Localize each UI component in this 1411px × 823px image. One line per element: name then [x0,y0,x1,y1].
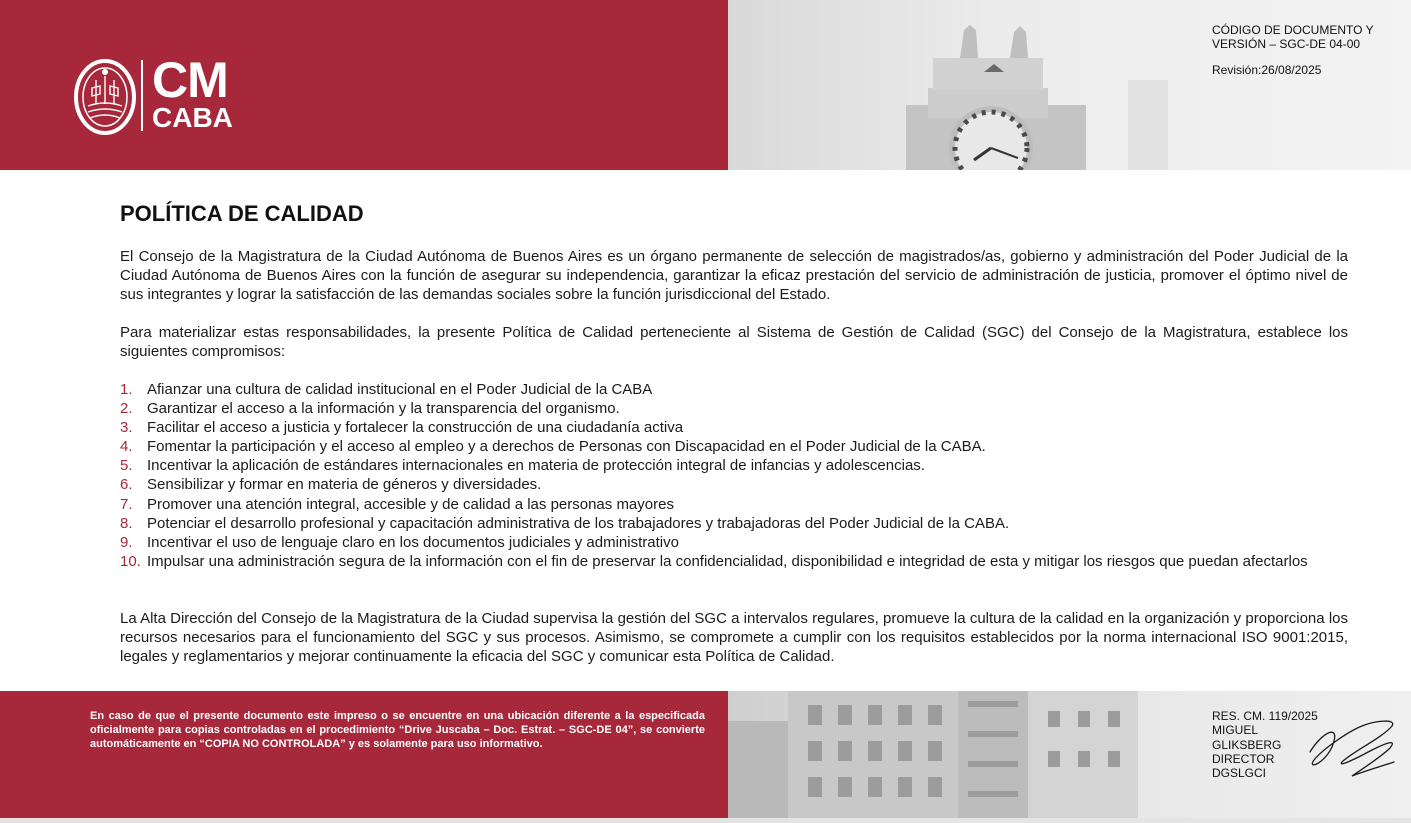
list-item [120,475,1348,494]
logo-divider [141,60,143,131]
list-item-number: 9. [120,533,133,551]
signatory-first-name: MIGUEL [1212,723,1259,738]
copy-disclaimer: En caso de que el presente documento este impreso o se encuentre en una ubicación diferente a la especificada oficialmente para copias controladas en el procedimiento “Drive Juscaba – Doc. Estrat. – SGC-DE 04”, se convierte automáticamente en “COPIA NO CONTROLADA” y es solamente para uso informativo. [90,710,705,750]
list-item [120,456,1348,475]
list-item-number: 10. [120,552,141,570]
list-item [120,533,1348,552]
list-item [120,380,1348,399]
resolution-number: RES. CM. 119/2025 [1212,709,1318,723]
closing-paragraph: La Alta Dirección del Consejo de la Magistratura de la Ciudad supervisa la gestión del SGC a intervalos regulares, promueve la cultura de la calidad en la organización y proporciona los recursos necesarios para el funcionamiento del SGC y sus procesos. Asimismo, se compromete a cumplir con los requisitos establecidos por la norma internacional ISO 9001:2015, legales y reglamentarios y mejorar continuamente la eficacia del SGC y comunicar esta Política de Calidad. [120,610,1348,665]
list-item-number: 5. [120,457,133,475]
list-item [120,514,1348,533]
signatory-last-name: GLIKSBERG [1212,737,1282,752]
list-item-number: 6. [120,476,133,494]
list-item-text: Afianzar una cultura de calidad institucional en el Poder Judicial de la CABA [147,381,653,398]
list-item-number: 7. [120,495,133,513]
list-item-text: Garantizar el acceso a la información y la transparencia del organismo. [147,400,620,418]
handwritten-signature [1302,712,1402,782]
document-meta [1212,23,1402,77]
commitments-list [120,380,1348,571]
cmcaba-logo-wordmark [152,52,233,133]
logo-caba: CABA [152,102,233,133]
list-item-text: Sensibilizar y formar en materia de géneros y diversidades. [147,476,542,494]
list-item-number: 2. [120,400,133,418]
list-item-number: 4. [120,438,133,456]
list-item-text: Promover una atención integral, accesible y de calidad a las personas mayores [147,495,674,513]
page-title: POLÍTICA DE CALIDAD [120,201,364,226]
logo-cm: CM [152,52,228,108]
intro-paragraph: El Consejo de la Magistratura de la Ciudad Autónoma de Buenos Aires es un órgano permanente de selección de magistrados/as, gobierno y administración del Poder Judicial de la Ciudad Autónoma de Buenos Aires con la función de asegurar su independencia, garantizar la eficaz prestación del servicio de administración de justicia, promover el óptimo nivel de sus integrantes y lograr la satisfacción de las demandas sociales sobre la función jurisdiccional del Estado. [120,248,1348,303]
list-item-text: Incentivar la aplicación de estándares internacionales en materia de protección integral de infancias y adolescencias. [147,457,925,475]
list-item-number: 8. [120,514,133,532]
list-item-text: Facilitar el acceso a justicia y fortalecer la construcción de una ciudadanía activa [147,419,684,437]
signatory-unit: DGSLGCI [1212,766,1267,781]
list-item [120,552,1348,571]
list-item-text: Impulsar una administración segura de la información con el fin de preservar la confidencialidad, disponibilidad e integridad de esta y mitigar los riesgos que puedan afectarlos [147,552,1308,570]
document-code: CÓDIGO DE DOCUMENTO Y VERSIÓN – SGC-DE 04-00 [1212,23,1374,51]
list-item [120,437,1348,456]
revision-date: Revisión:26/08/2025 [1212,63,1322,77]
list-item [120,495,1348,514]
list-item-number: 3. [120,419,133,437]
list-item-text: Potenciar el desarrollo profesional y capacitación administrativa de los trabajadores y trabajadoras del Poder Judicial de la CABA. [147,514,1010,532]
bottom-strip [0,818,1411,823]
list-item-text: Fomentar la participación y el acceso al empleo y a derechos de Personas con Discapacidad en el Poder Judicial de la CABA. [147,438,986,456]
list-item [120,418,1348,437]
list-item-number: 1. [120,381,133,398]
signatory-role: DIRECTOR [1212,751,1275,766]
list-item-text: Incentivar el uso de lenguaje claro en los documentos judiciales y administrativo [147,533,679,551]
list-item [120,399,1348,418]
commitments-intro: Para materializar estas responsabilidades, la presente Política de Calidad perteneciente al Sistema de Gestión de Calidad (SGC) del Consejo de la Magistratura, establece los siguientes compromisos: [120,324,1348,360]
